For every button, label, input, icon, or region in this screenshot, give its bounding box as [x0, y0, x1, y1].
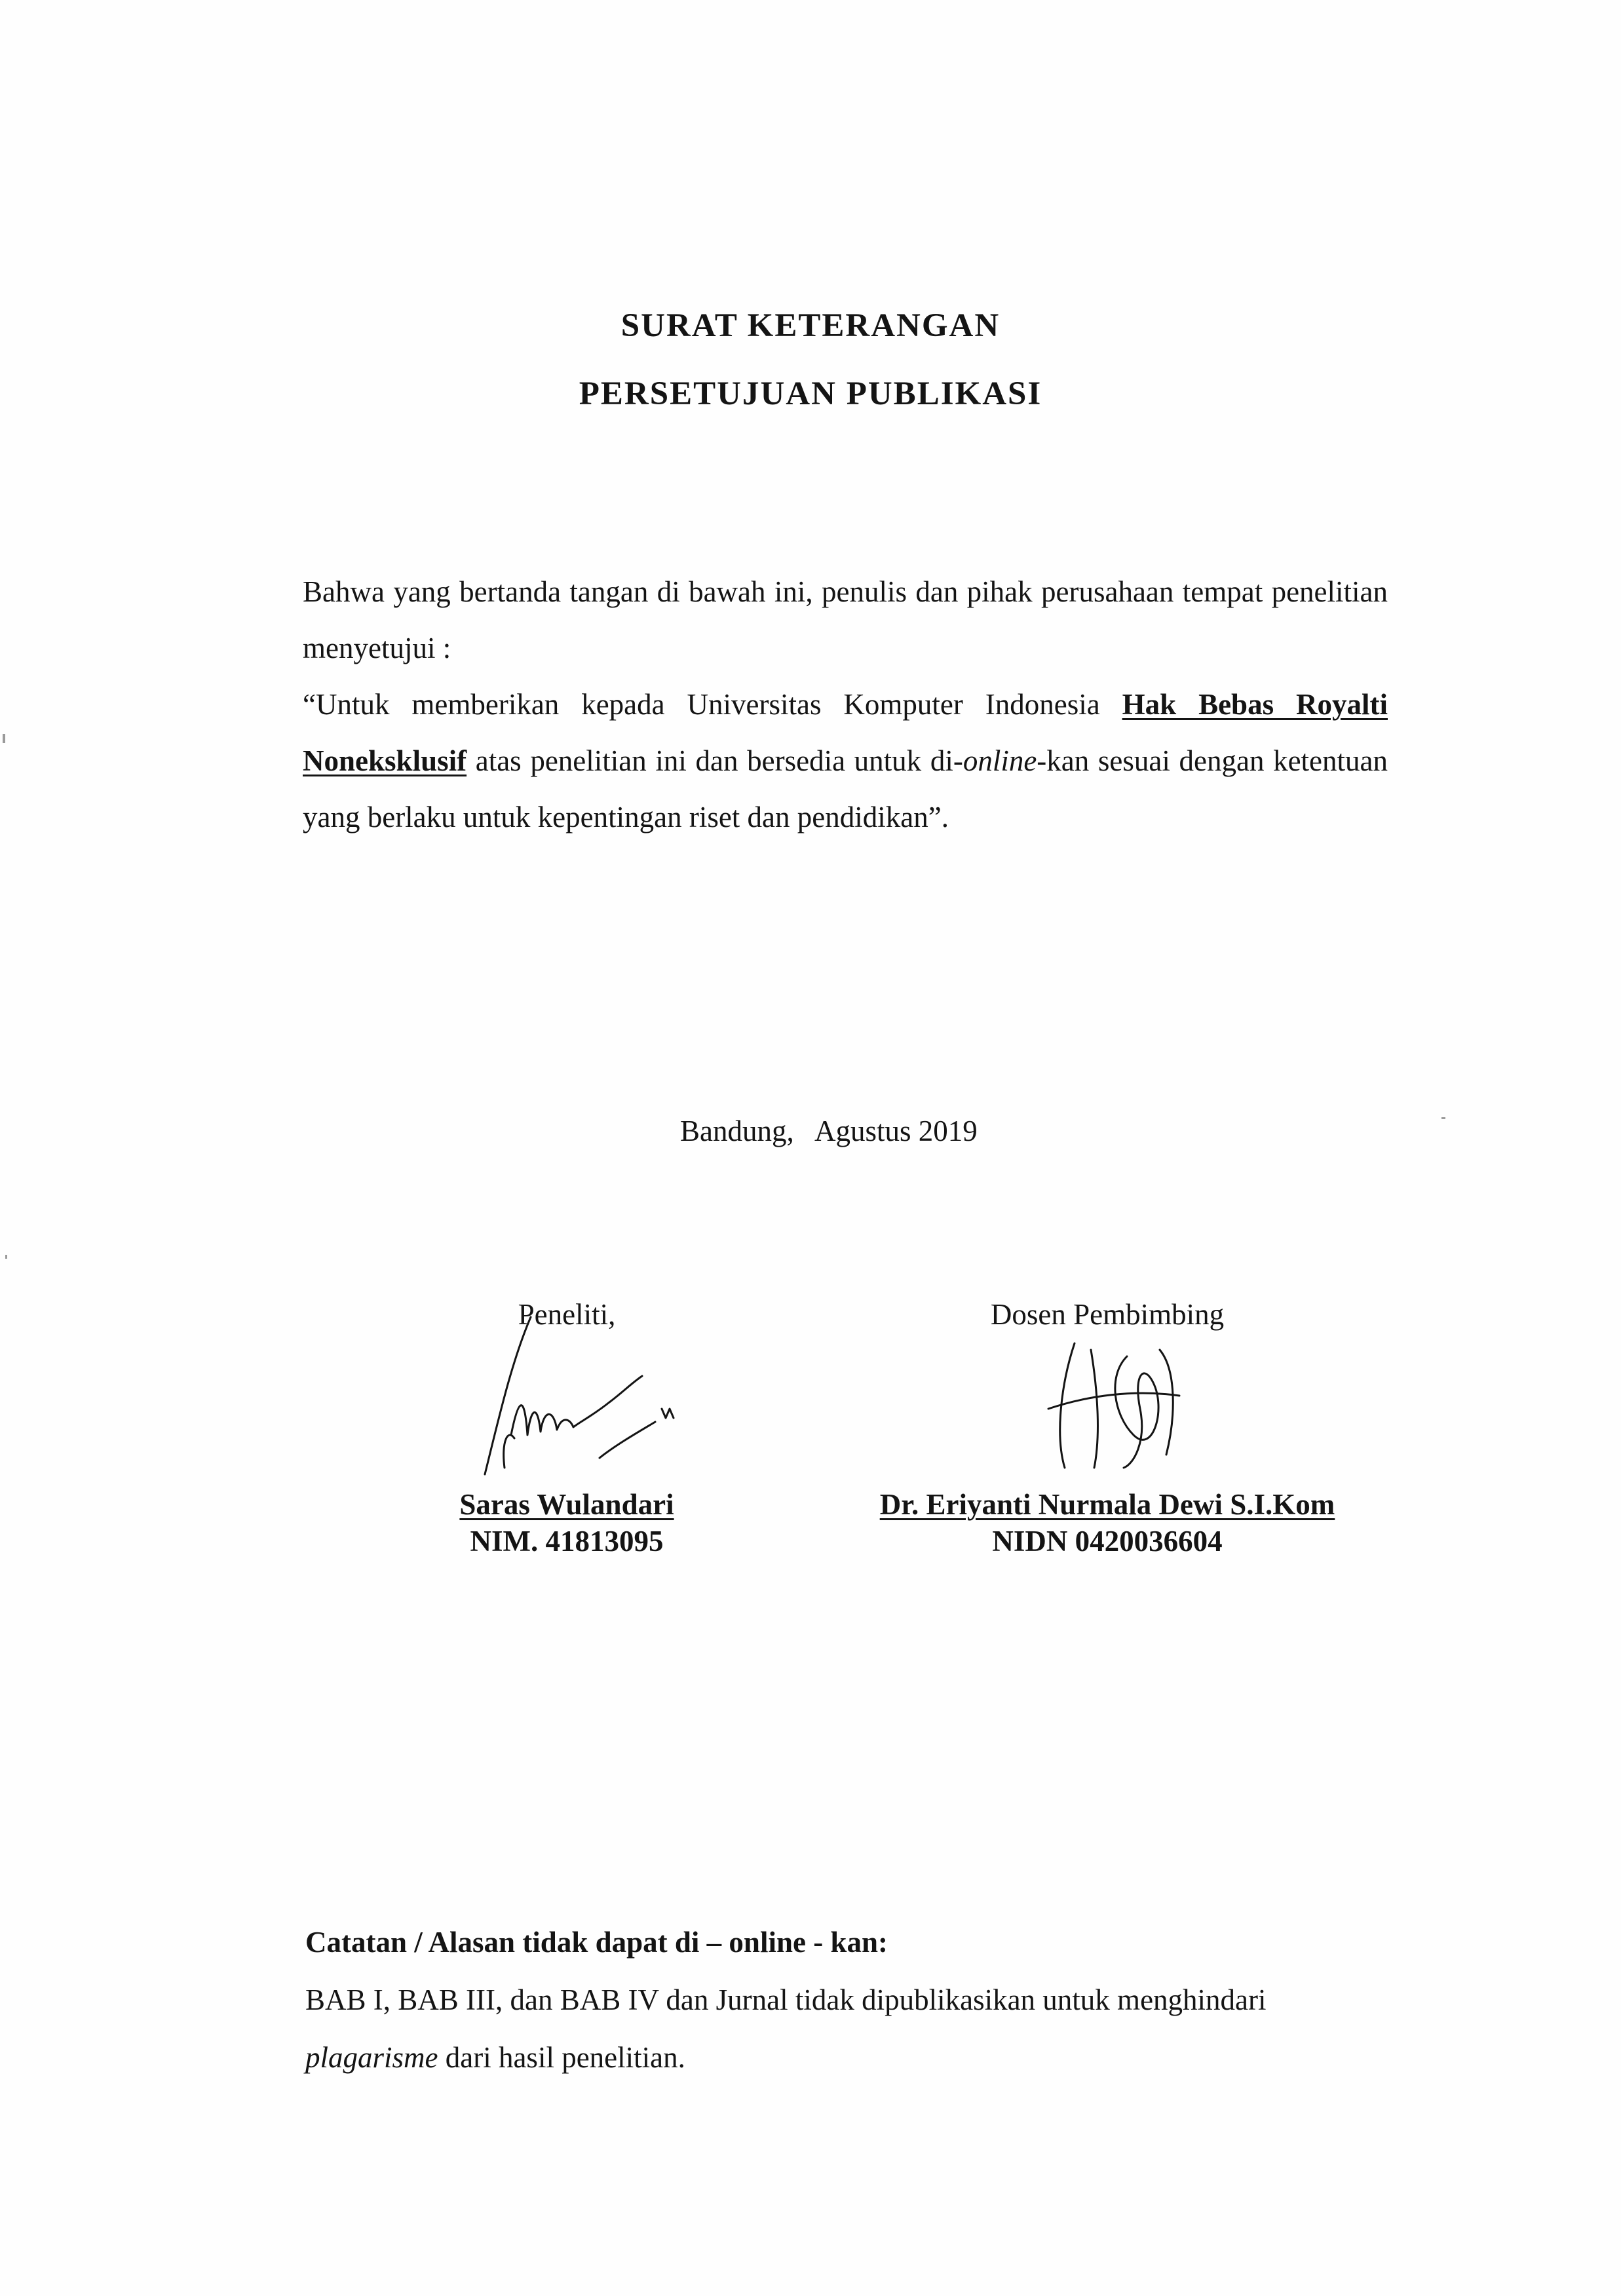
- consent-text-mid: atas penelitian ini dan bersedia untuk di-: [467, 744, 963, 777]
- plagiarism-term: plagarisme: [305, 2041, 438, 2074]
- place-date: Bandung, Agustus 2019: [680, 1115, 978, 1147]
- document-title: SURAT KETERANGAN: [620, 307, 1001, 344]
- note-text-start: BAB I, BAB III, dan BAB IV dan Jurnal tidak dipublikasikan untuk menghindari: [305, 1983, 1267, 2016]
- supervisor-name: Dr. Eriyanti Nurmala Dewi S.I.Kom: [879, 1488, 1335, 1521]
- researcher-signature: [446, 1311, 681, 1487]
- note-heading: Catatan / Alasan tidak dapat di – online - kan:: [305, 1926, 888, 1959]
- note-text: [305, 1971, 1393, 2086]
- note-text-end: dari hasil penelitian.: [438, 2041, 685, 2074]
- consent-paragraph: [303, 676, 1388, 845]
- supervisor-nidn: NIDN 0420036604: [992, 1525, 1223, 1558]
- consent-text-start: “Untuk memberikan kepada Universitas Komputer Indonesia: [303, 688, 1122, 721]
- note-section: [305, 1913, 1393, 2086]
- researcher-role: Peneliti,: [518, 1298, 616, 1331]
- scan-mark: [1441, 1117, 1445, 1119]
- researcher-nim: NIM. 41813095: [470, 1525, 664, 1558]
- consent-text-end: -kan sesuai dengan ketentuan yang berlaku untuk kepentingan riset dan pendidikan”.: [303, 744, 1388, 833]
- supervisor-role: Dosen Pembimbing: [990, 1298, 1225, 1331]
- online-term: online: [963, 744, 1037, 777]
- scan-mark: [5, 1255, 7, 1259]
- royalty-free-right: Hak Bebas Royalti Noneksklusif: [303, 688, 1388, 777]
- statement-body: [303, 564, 1388, 845]
- supervisor-signature: [1035, 1337, 1192, 1474]
- intro-paragraph: Bahwa yang bertanda tangan di bawah ini, penulis dan pihak perusahaan tempat penelitian menyetujui :: [303, 575, 1388, 664]
- scan-mark: [3, 734, 5, 743]
- researcher-name: Saras Wulandari: [459, 1488, 674, 1521]
- document-subtitle: PERSETUJUAN PUBLIKASI: [579, 375, 1042, 412]
